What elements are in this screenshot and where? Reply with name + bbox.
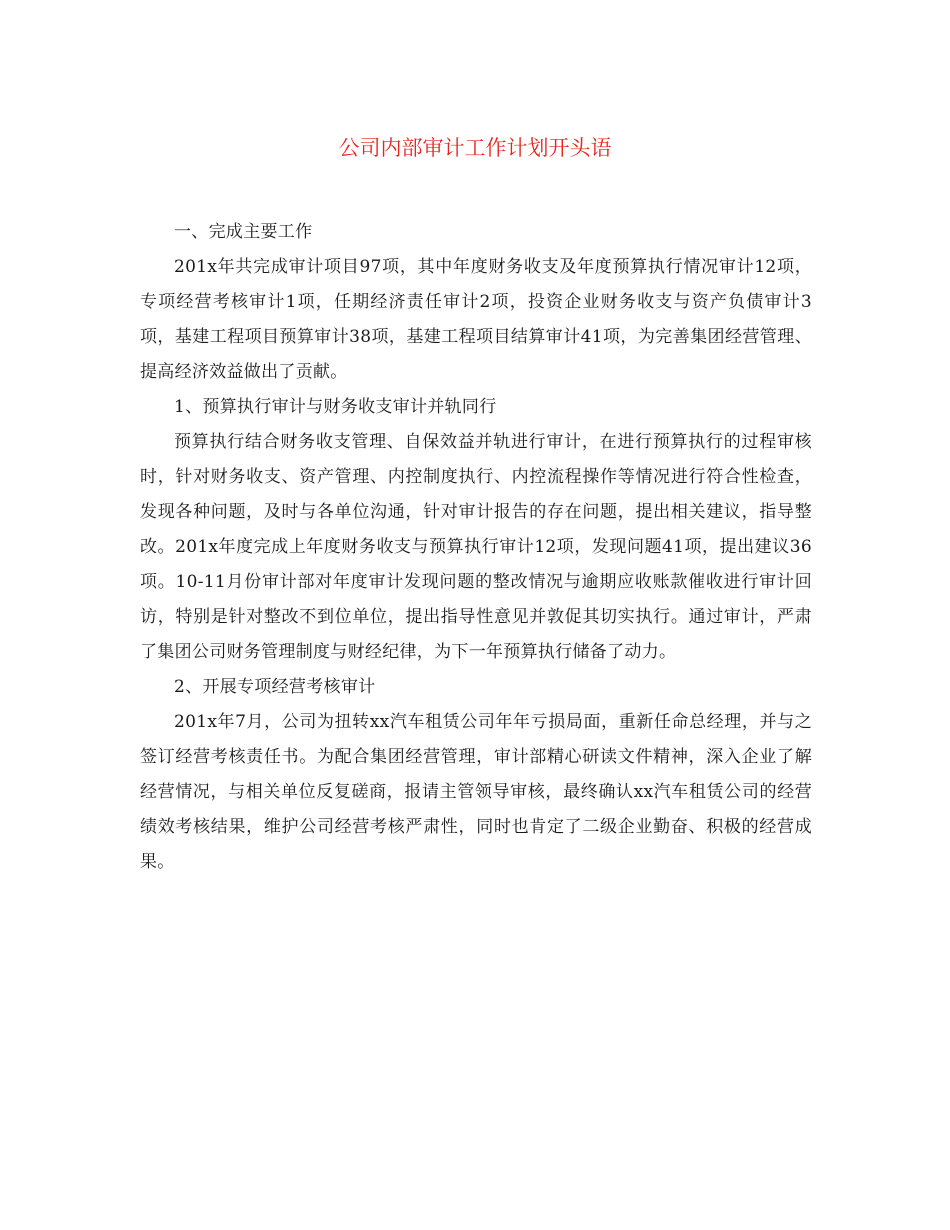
document-title: 公司内部审计工作计划开头语 bbox=[338, 136, 612, 160]
paragraph-special-audit: 201x年7月，公司为扭转xx汽车租赁公司年年亏损局面，重新任命总经理，并与之签订经营考核责任书。为配合集团经营管理，审计部精心研读文件精神，深入企业了解经营情况，与相关单位反复磋商，报请主管领导审核，最终确认xx汽车租赁公司的经营绩效考核结果，维护公司经营考核严肃性，同时也肯定了二级企业勤奋、积极的经营成果。 bbox=[140, 712, 812, 872]
subsection-heading-special-audit: 2、开展专项经营考核审计 bbox=[174, 677, 376, 697]
paragraph-summary: 201x年共完成审计项目97项，其中年度财务收支及年度预算执行情况审计12项，专项经营考核审计1项，任期经济责任审计2项，投资企业财务收支与资产负债审计3项，基建工程项目预算审计38项，基建工程项目结算审计41项，为完善集团经营管理、提高经济效益做出了贡献。 bbox=[140, 257, 812, 382]
paragraph-budget-audit: 预算执行结合财务收支管理、自保效益并轨进行审计，在进行预算执行的过程审核时，针对财务收支、资产管理、内控制度执行、内控流程操作等情况进行符合性检查，发现各种问题，及时与各单位沟通，针对审计报告的存在问题，提出相关建议，指导整改。201x年度完成上年度财务收支与预算执行审计12项，发现问题41项，提出建议36项。10-11月份审计部对年度审计发现问题的整改情况与逾期应收账款催收进行审计回访，特别是针对整改不到位单位，提出指导性意见并敦促其切实执行。通过审计，严肃了集团公司财务管理制度与财经纪律，为下一年预算执行储备了动力。 bbox=[140, 432, 812, 662]
section-heading-main-work: 一、完成主要工作 bbox=[174, 222, 313, 242]
document-body bbox=[140, 215, 812, 880]
subsection-heading-budget-audit: 1、预算执行审计与财务收支审计并轨同行 bbox=[174, 397, 497, 417]
